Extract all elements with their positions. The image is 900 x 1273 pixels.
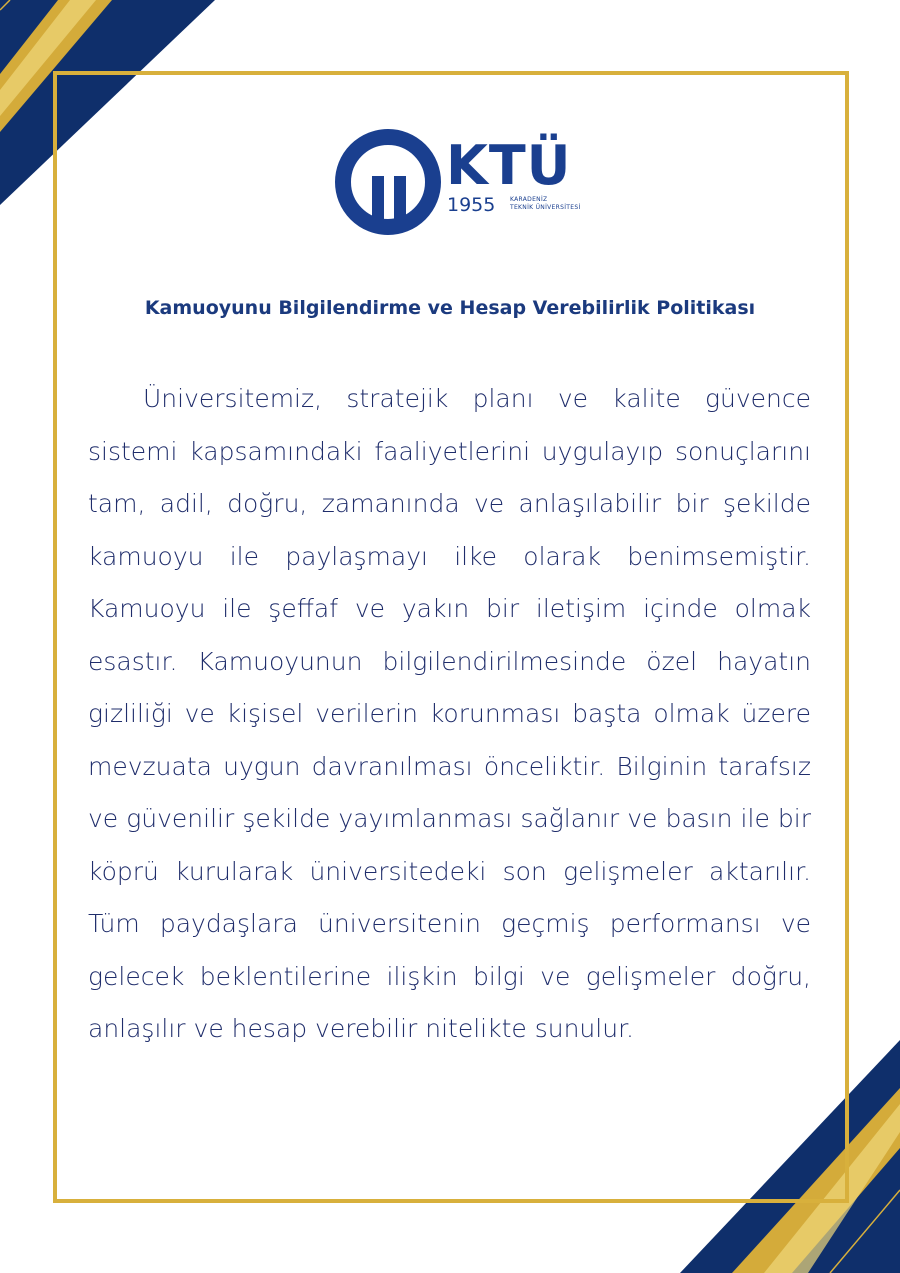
- document-title: Kamuoyunu Bilgilendirme ve Hesap Verebilirlik Politikası: [144, 297, 756, 319]
- logo-name-line2: TEKNİK ÜNİVERSİTESİ: [510, 204, 581, 211]
- logo-year: 1955: [447, 194, 496, 216]
- logo-acronym: KTÜ: [446, 134, 572, 197]
- logo-name-line1: KARADENİZ: [510, 196, 548, 203]
- logo-university-name: [510, 196, 581, 212]
- policy-paragraph: Üniversitemiz, stratejik planı ve kalite güvence sistemi kapsamındaki faaliyetlerini uygulayıp sonuçlarını tam, adil, doğru, zamanında ve anlaşılabilir bir şekilde kamuoyu ile paylaşmayı ilke olarak benimsemiştir. Kamuoyu ile şeffaf ve yakın bir iletişim içinde olmak esastır. Kamuoyunun bilgilendirilmesinde özel hayatın gizliliği ve kişisel verilerin korunması başta olmak üzere mevzuata uygun davranılması önceliktir. Bilginin tarafsız ve güvenilir şekilde yayımlanması sağlanır ve basın ile bir köprü kurularak üniversitedeki son gelişmeler aktarılır. Tüm paydaşlara üniversitenin geçmiş performansı ve gelecek beklentilerine ilişkin bilgi ve gelişmeler doğru, anlaşılır ve hesap verebilir nitelikte sunulur.: [88, 384, 811, 1043]
- ktu-logo-mark-icon: [334, 128, 444, 238]
- ktu-logo: [334, 128, 581, 238]
